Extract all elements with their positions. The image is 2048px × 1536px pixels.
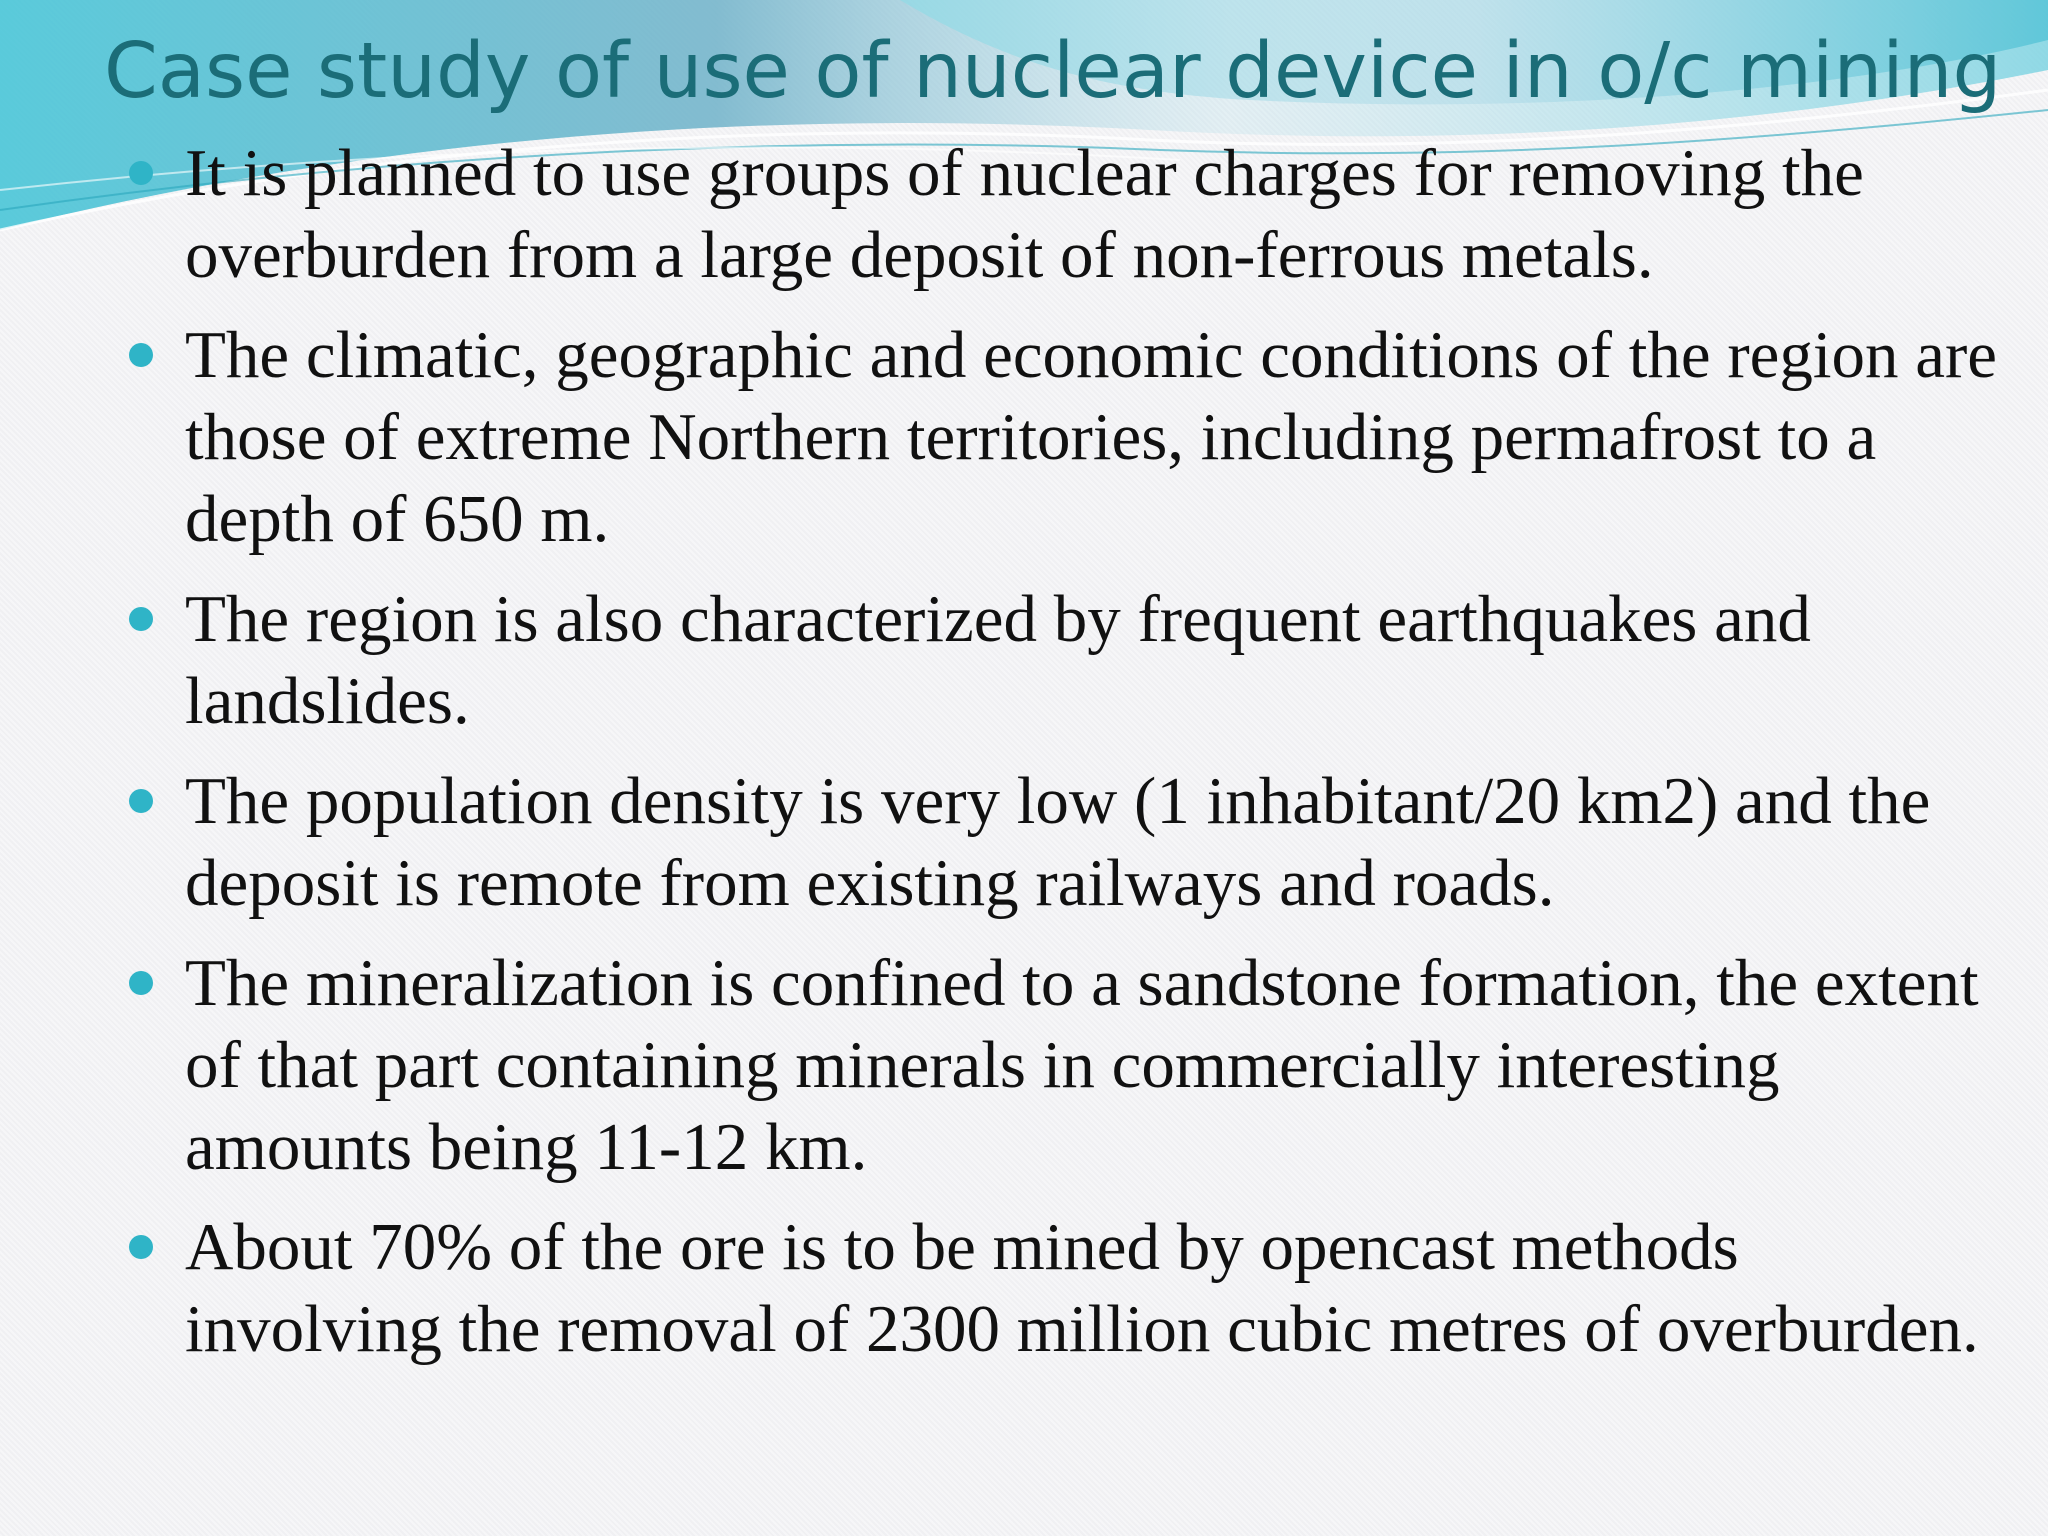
bullet-text: The mineralization is confined to a sandstone formation, the extent of that part containing minerals in commercially interesting amounts being 11-12 km. [185, 946, 1979, 1184]
bullet-dot-icon [129, 971, 153, 995]
bullet-item [0, 578, 2048, 742]
bullet-item [0, 942, 2048, 1188]
bullet-list [0, 132, 2048, 1388]
bullet-dot-icon [129, 161, 153, 185]
bullet-text: The climatic, geographic and economic conditions of the region are those of extreme Northern territories, including permafrost to a depth of 650 m. [185, 318, 1998, 556]
bullet-text: The population density is very low (1 inhabitant/20 km2) and the deposit is remote from existing railways and roads. [185, 764, 1931, 920]
bullet-item [0, 1206, 2048, 1370]
bullet-dot-icon [129, 343, 153, 367]
bullet-item [0, 314, 2048, 560]
bullet-item [0, 132, 2048, 296]
bullet-item [0, 760, 2048, 924]
slide-title: Case study of use of nuclear device in o/c mining [104, 27, 2002, 116]
bullet-dot-icon [129, 1235, 153, 1259]
bullet-text: About 70% of the ore is to be mined by opencast methods involving the removal of 2300 million cubic metres of overburden. [185, 1210, 1979, 1366]
bullet-text: It is planned to use groups of nuclear charges for removing the overburden from a large deposit of non-ferrous metals. [185, 136, 1864, 292]
bullet-dot-icon [129, 789, 153, 813]
bullet-text: The region is also characterized by frequent earthquakes and landslides. [185, 582, 1811, 738]
bullet-dot-icon [129, 607, 153, 631]
